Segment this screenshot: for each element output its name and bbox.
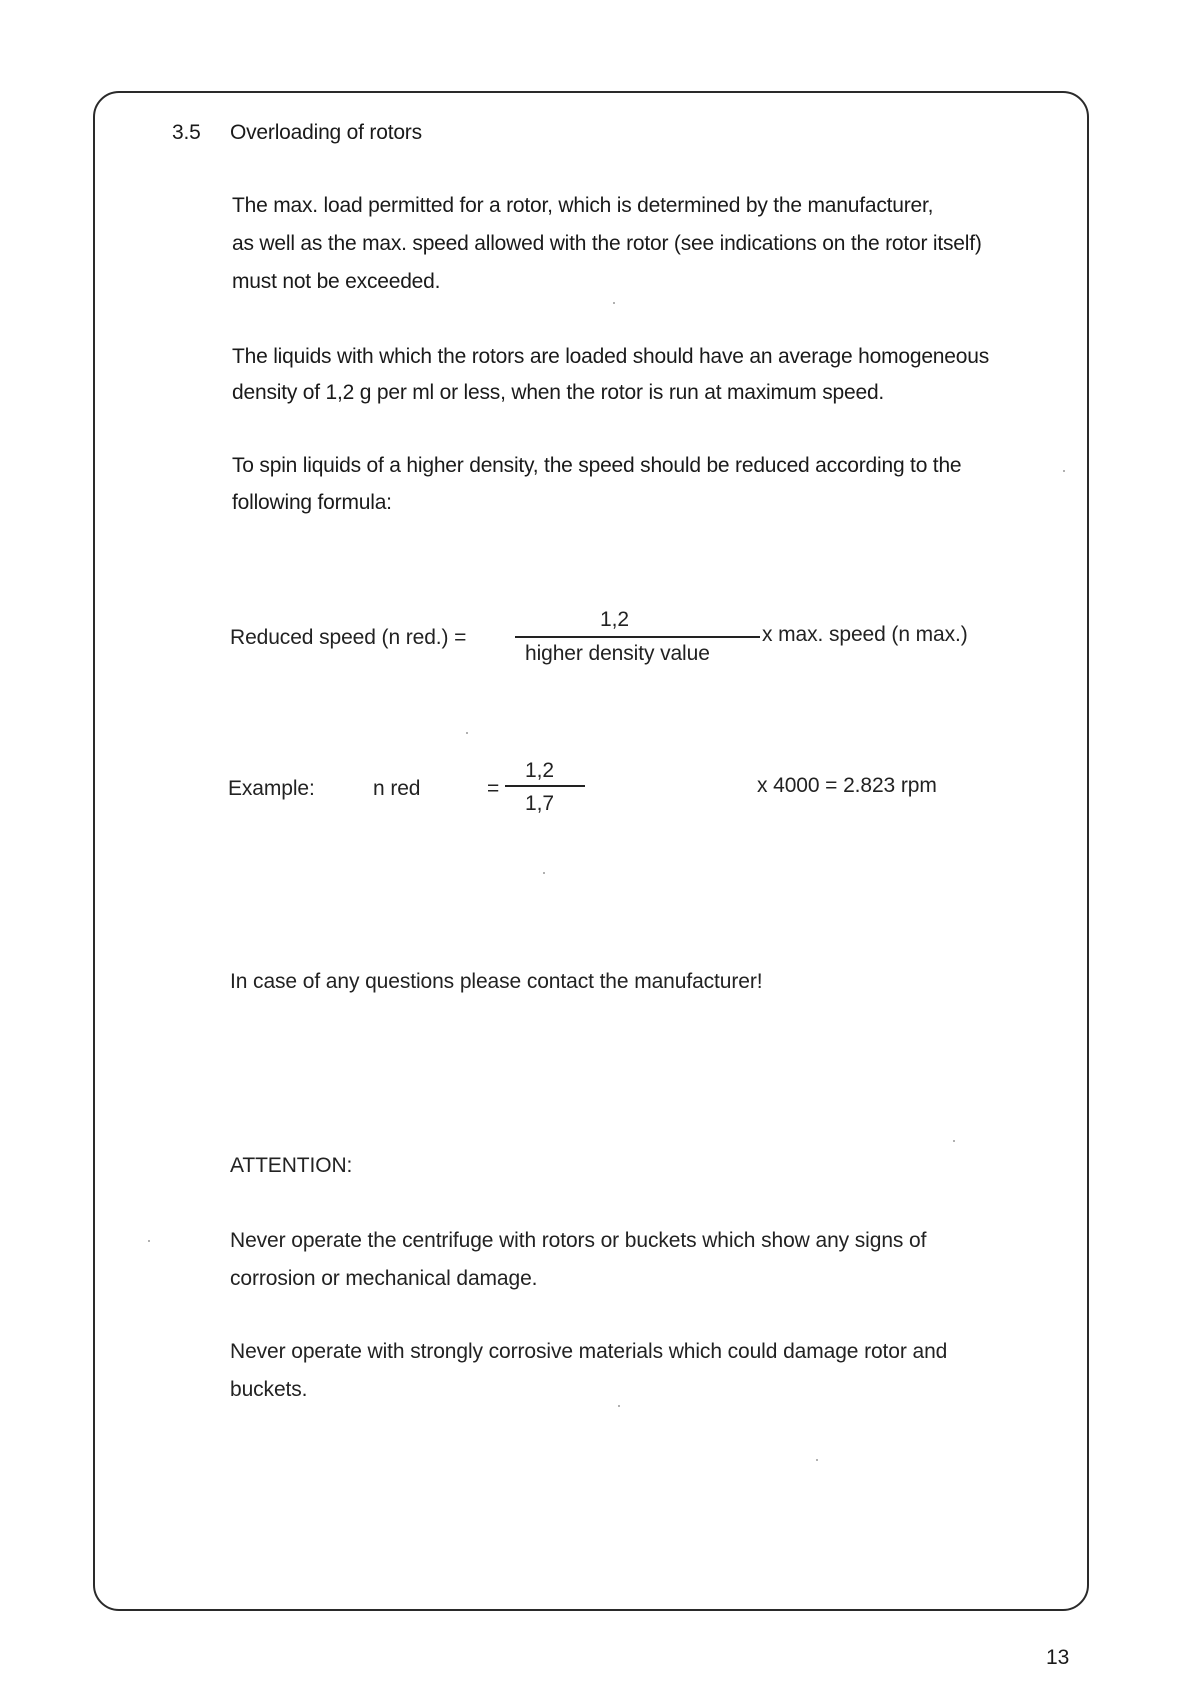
scan-speck (543, 872, 545, 874)
example-equals: = (487, 777, 500, 800)
attention-heading: ATTENTION: (230, 1154, 353, 1177)
p1-line-2: as well as the max. speed allowed with the rotor (see indications on the rotor itself) (232, 232, 982, 255)
warning-2-line-1: Never operate with strongly corrosive materials which could damage rotor and (230, 1340, 948, 1363)
section-title: Overloading of rotors (230, 121, 422, 144)
example-label: Example: (228, 777, 315, 800)
example-denominator: 1,7 (525, 792, 554, 815)
p1-line-3: must not be exceeded. (232, 270, 441, 293)
warning-1-line-2: corrosion or mechanical damage. (230, 1267, 538, 1290)
p2-line-1: The liquids with which the rotors are loaded should have an average homogeneous (232, 345, 990, 368)
section-number: 3.5 (172, 121, 201, 144)
formula-denominator: higher density value (525, 642, 710, 665)
p2-line-2: density of 1,2 g per ml or less, when the rotor is run at maximum speed. (232, 381, 885, 404)
scan-speck (1063, 470, 1065, 472)
p3-line-1: To spin liquids of a higher density, the speed should be reduced according to the (232, 454, 962, 477)
example-variable: n red (373, 777, 421, 800)
formula-rhs: x max. speed (n max.) (762, 623, 968, 646)
scan-speck (613, 302, 615, 304)
scan-speck (148, 1240, 150, 1242)
formula-lhs: Reduced speed (n red.) = (230, 626, 467, 649)
scan-speck (816, 1459, 818, 1461)
example-result: x 4000 = 2.823 rpm (757, 774, 937, 797)
contact-note: In case of any questions please contact the manufacturer! (230, 970, 763, 993)
warning-2-line-2: buckets. (230, 1378, 308, 1401)
example-numerator: 1,2 (525, 759, 554, 782)
page-number: 13 (1046, 1646, 1070, 1669)
p3-line-2: following formula: (232, 491, 392, 514)
p1-line-1: The max. load permitted for a rotor, which is determined by the manufacturer, (232, 194, 934, 217)
warning-1-line-1: Never operate the centrifuge with rotors or buckets which show any signs of (230, 1229, 927, 1252)
scan-speck (466, 732, 468, 734)
example-fraction-bar (505, 785, 585, 787)
scan-speck (953, 1140, 955, 1142)
formula-numerator: 1,2 (600, 608, 629, 631)
formula-fraction-bar (515, 636, 760, 638)
scan-speck (618, 1405, 620, 1407)
